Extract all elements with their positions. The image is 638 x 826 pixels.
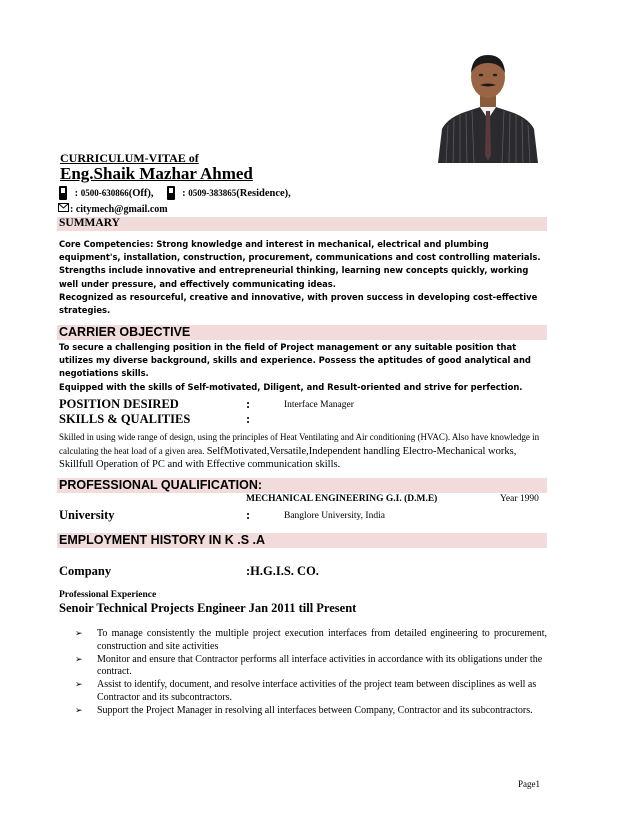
phone-office-prefix: :: [72, 187, 81, 199]
email-row: [58, 203, 168, 215]
duty-text: Monitor and ensure that Contractor performs all interface activities in accordance with its obligations under the contract.: [97, 653, 543, 678]
phone-icon: [58, 186, 68, 200]
candidate-name: Eng.Shaik Mazhar Ahmed: [60, 164, 253, 183]
position-label: POSITION DESIRED: [59, 397, 179, 411]
right-arrow-bullet-icon: ➢: [75, 680, 83, 691]
university-colon: :: [246, 508, 251, 522]
role-title: Senoir Technical Projects Engineer Jan 2011 till Present: [59, 601, 357, 615]
right-arrow-bullet-icon: ➢: [75, 654, 83, 665]
right-arrow-bullet-icon: ➢: [75, 705, 83, 716]
university-value: Banglore University, India: [284, 511, 385, 521]
mail-icon: [58, 203, 70, 215]
degree: MECHANICAL ENGINEERING G.I. (D.M.E): [246, 494, 438, 504]
degree-year: Year 1990: [500, 494, 539, 504]
skills-text-big: SelfMotivated,Versatile,Independent handling Electro-Mechanical works, Skillfull Operation of PC and with Effective communication skills.: [59, 445, 517, 470]
summary-section: [59, 238, 549, 317]
objective-section: [59, 341, 549, 394]
list-item: [75, 654, 547, 680]
phone-office-number: 0500-630866: [80, 188, 129, 198]
skills-colon: :: [246, 412, 251, 426]
phone-icon: [166, 186, 176, 200]
skills-label: SKILLS & QUALITIES: [59, 412, 191, 426]
summary-paragraph: Core Competencies: Strong knowledge and interest in mechanical, electrical and plumbing equipment's, installation, construction, procurement, communications and cost controlling materials.: [59, 239, 541, 263]
cv-title: CURRICULUM-VITAE of: [60, 151, 199, 165]
university-label: University: [59, 508, 115, 522]
phone-row: [58, 186, 291, 200]
email-address[interactable]: : citymech@gmail.com: [70, 203, 168, 215]
phone-res-prefix: :: [179, 187, 189, 199]
phone-office-suffix: (Off),: [128, 187, 154, 199]
list-item: [75, 679, 547, 705]
objective-text: To secure a challenging position in the field of Project management or any suitable position that utilizes my diverse background, skills and experience. Possess the aptitudes of good analytical and negotiations skills.: [59, 342, 531, 379]
phone-res-number: 0509-383865: [188, 188, 237, 198]
summary-paragraph: Recognized as resourceful, creative and innovative, with proven success in developing cost-effective strategies.: [59, 291, 538, 316]
list-item: [75, 628, 547, 654]
summary-paragraph: Strengths include innovative and entrepreneurial thinking, learning new concepts quickly, working well under pressure, and effectively communicating ideas.: [59, 265, 529, 289]
objective-text-2: Equipped with the skills of Self-motivated, Diligent, and Result-oriented and strive for perfection.: [59, 381, 523, 392]
profile-photo: [434, 45, 542, 163]
employment-heading: EMPLOYMENT HISTORY IN K .S .A: [57, 533, 547, 548]
duties-list: [75, 628, 547, 718]
duty-text: Assist to identify, document, and resolve interface activities of the project team between disciplines as well as Contractor and its subcontractors.: [97, 679, 537, 703]
duty-text: To manage consistently the multiple project execution interfaces from detailed engineering to procurement, construction and site activities: [97, 628, 547, 652]
summary-heading: SUMMARY: [57, 217, 547, 231]
phone-res-suffix: (Residence),: [236, 187, 291, 199]
position-value: Interface Manager: [284, 400, 354, 410]
position-colon: :: [246, 397, 251, 411]
skills-text-small: Skilled in using wide range of design, using the principles of Heat Ventilating and Air conditioning (HVAC). Also have knowledge in calculating the heat load of a given area.: [59, 432, 540, 456]
page-number: Page1: [518, 779, 540, 789]
skills-text: [59, 431, 545, 472]
right-arrow-bullet-icon: ➢: [75, 629, 83, 639]
duty-text: Support the Project Manager in resolving all interfaces between Company, Contractor and its subcontractors.: [97, 704, 533, 716]
list-item: [75, 705, 547, 718]
qualification-heading: PROFESSIONAL QUALIFICATION:: [57, 478, 547, 493]
objective-heading: CARRIER OBJECTIVE: [57, 325, 547, 340]
experience-label: Professional Experience: [59, 590, 157, 600]
company-label: Company: [59, 564, 112, 578]
company-value: :H.G.I.S. CO.: [246, 564, 319, 578]
